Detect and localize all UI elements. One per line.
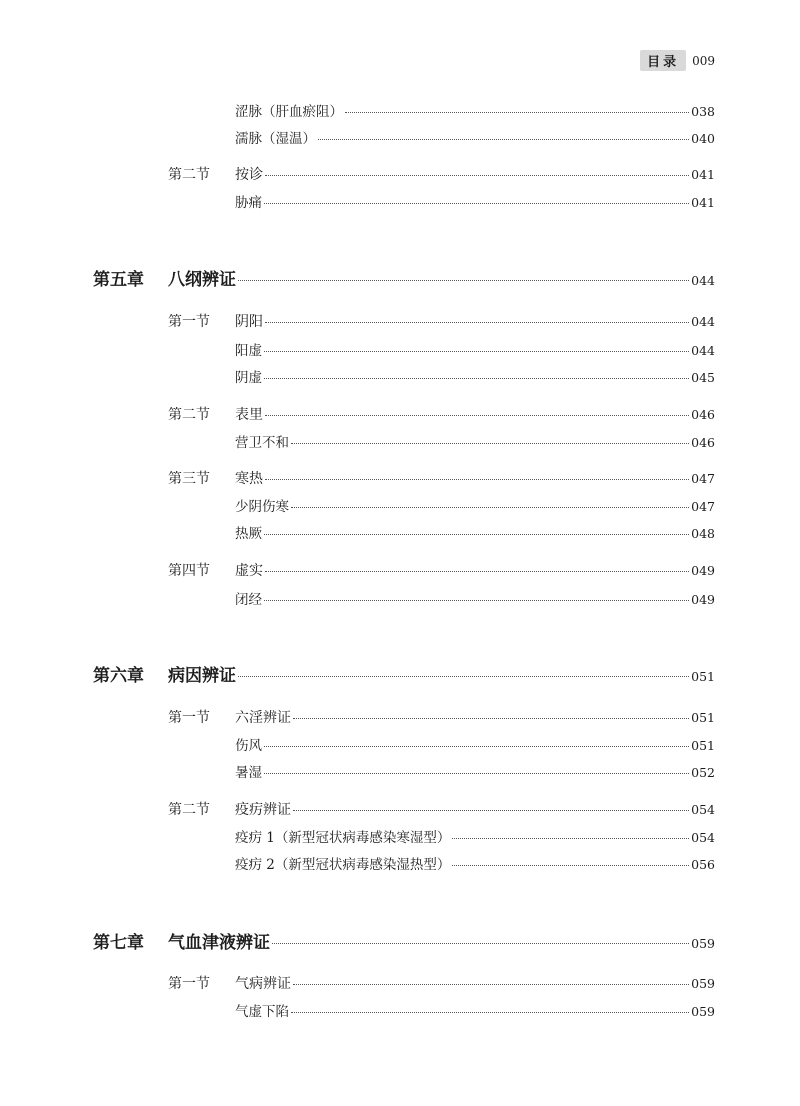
dot-leader (291, 507, 689, 508)
toc-entry-title: 闭经 (235, 592, 262, 608)
toc-section[interactable] (168, 799, 715, 819)
toc-entry-title: 营卫不和 (235, 435, 289, 451)
toc-section-number: 第三节 (168, 471, 210, 487)
toc-entry-page: 047 (691, 499, 715, 514)
toc-section[interactable] (168, 468, 715, 488)
toc-section-title: 疫疠辨证 (235, 802, 291, 818)
toc-section[interactable] (168, 560, 715, 580)
toc-entry-title: 阳虚 (235, 343, 262, 359)
toc-chapter[interactable] (93, 265, 715, 289)
toc-section-page: 059 (691, 976, 715, 991)
dot-leader (265, 479, 689, 480)
toc-section-page: 046 (691, 407, 715, 422)
toc-section[interactable] (168, 973, 715, 993)
dot-leader (264, 773, 689, 774)
toc-entry-title: 濡脉（湿温） (235, 131, 316, 147)
toc-chapter-page: 044 (691, 273, 715, 288)
dot-leader (291, 443, 689, 444)
toc-section-page: 049 (691, 563, 715, 578)
running-head (640, 50, 715, 71)
toc-entry-title: 伤风 (235, 738, 262, 754)
toc-entry[interactable] (235, 366, 715, 386)
toc-entry-page: 054 (691, 830, 715, 845)
dot-leader (293, 810, 689, 811)
toc-section[interactable] (168, 311, 715, 331)
toc-entry[interactable] (235, 339, 715, 359)
toc-section-number: 第二节 (168, 167, 210, 183)
toc-entry-title: 疫疠 1（新型冠状病毒感染寒湿型） (235, 830, 451, 846)
dot-leader (293, 984, 689, 985)
dot-leader (265, 322, 689, 323)
toc-entry-page: 048 (691, 526, 715, 541)
toc-section-title: 表里 (235, 407, 263, 423)
toc-entry-title: 热厥 (235, 526, 262, 542)
toc-entry[interactable] (235, 100, 715, 120)
dot-leader (293, 718, 689, 719)
toc-section-title: 按诊 (235, 167, 263, 183)
dot-leader (264, 378, 689, 379)
toc-entry[interactable] (235, 826, 715, 846)
toc-entry-title: 少阴伤寒 (235, 499, 289, 515)
toc-section-number: 第二节 (168, 407, 210, 423)
toc-section-number: 第一节 (168, 710, 210, 726)
toc-entry-title: 疫疠 2（新型冠状病毒感染湿热型） (235, 857, 451, 873)
toc-entry-page: 059 (691, 1004, 715, 1019)
toc-entry-page: 045 (691, 370, 715, 385)
toc-entry-page: 051 (691, 738, 715, 753)
toc-entry-page: 044 (691, 343, 715, 358)
toc-section-number: 第四节 (168, 563, 210, 579)
dot-leader (452, 865, 689, 866)
toc-entry[interactable] (235, 191, 715, 211)
toc-section[interactable] (168, 164, 715, 184)
dot-leader (452, 838, 689, 839)
toc-section-page: 051 (691, 710, 715, 725)
toc-entry-title: 气虚下陷 (235, 1004, 289, 1020)
toc-entry[interactable] (235, 1000, 715, 1020)
toc-section[interactable] (168, 707, 715, 727)
toc-chapter-page: 051 (691, 669, 715, 684)
toc-entry-title: 胁痛 (235, 195, 262, 211)
toc-entry[interactable] (235, 734, 715, 754)
toc-entry-page: 041 (691, 195, 715, 210)
toc-chapter-title: 病因辨证 (168, 666, 236, 686)
toc-entry-page: 040 (691, 131, 715, 146)
toc-chapter-number: 第五章 (93, 270, 144, 290)
toc-section-page: 054 (691, 802, 715, 817)
toc-chapter-page: 059 (691, 936, 715, 951)
toc-section-title: 虚实 (235, 563, 263, 579)
running-head-section: 目录 (640, 50, 686, 71)
toc-section-number: 第二节 (168, 802, 210, 818)
dot-leader (265, 571, 689, 572)
dot-leader (291, 1012, 689, 1013)
toc-entry-title: 涩脉（肝血瘀阻） (235, 104, 343, 120)
toc-chapter[interactable] (93, 661, 715, 685)
toc-entry-page: 052 (691, 765, 715, 780)
toc-chapter-number: 第七章 (93, 933, 144, 953)
dot-leader (238, 280, 689, 281)
toc-entry-title: 暑湿 (235, 765, 262, 781)
toc-entry[interactable] (235, 431, 715, 451)
toc-entry-page: 046 (691, 435, 715, 450)
toc-section-title: 六淫辨证 (235, 710, 291, 726)
toc-section-title: 气病辨证 (235, 976, 291, 992)
toc-chapter[interactable] (93, 928, 715, 952)
toc-entry[interactable] (235, 588, 715, 608)
toc-chapter-title: 八纲辨证 (168, 270, 236, 290)
toc-entry[interactable] (235, 495, 715, 515)
dot-leader (318, 139, 689, 140)
dot-leader (264, 203, 689, 204)
dot-leader (264, 600, 689, 601)
dot-leader (264, 534, 689, 535)
toc-entry-page: 049 (691, 592, 715, 607)
dot-leader (264, 351, 689, 352)
dot-leader (265, 415, 689, 416)
running-head-page-number: 009 (692, 53, 715, 68)
toc-section-number: 第一节 (168, 314, 210, 330)
dot-leader (345, 112, 689, 113)
toc-entry[interactable] (235, 127, 715, 147)
dot-leader (265, 175, 689, 176)
dot-leader (238, 676, 689, 677)
toc-entry[interactable] (235, 761, 715, 781)
toc-entry[interactable] (235, 853, 715, 873)
dot-leader (264, 746, 689, 747)
toc-entry-page: 038 (691, 104, 715, 119)
toc-chapter-title: 气血津液辨证 (168, 933, 270, 953)
dot-leader (272, 943, 689, 944)
toc-section-page: 041 (691, 167, 715, 182)
toc-section-title: 寒热 (235, 471, 263, 487)
toc-section-title: 阴阳 (235, 314, 263, 330)
toc-chapter-number: 第六章 (93, 666, 144, 686)
toc-entry-page: 056 (691, 857, 715, 872)
toc-section-page: 047 (691, 471, 715, 486)
toc-section-page: 044 (691, 314, 715, 329)
toc-section[interactable] (168, 404, 715, 424)
toc-entry[interactable] (235, 522, 715, 542)
toc-entry-title: 阴虚 (235, 370, 262, 386)
toc-section-number: 第一节 (168, 976, 210, 992)
